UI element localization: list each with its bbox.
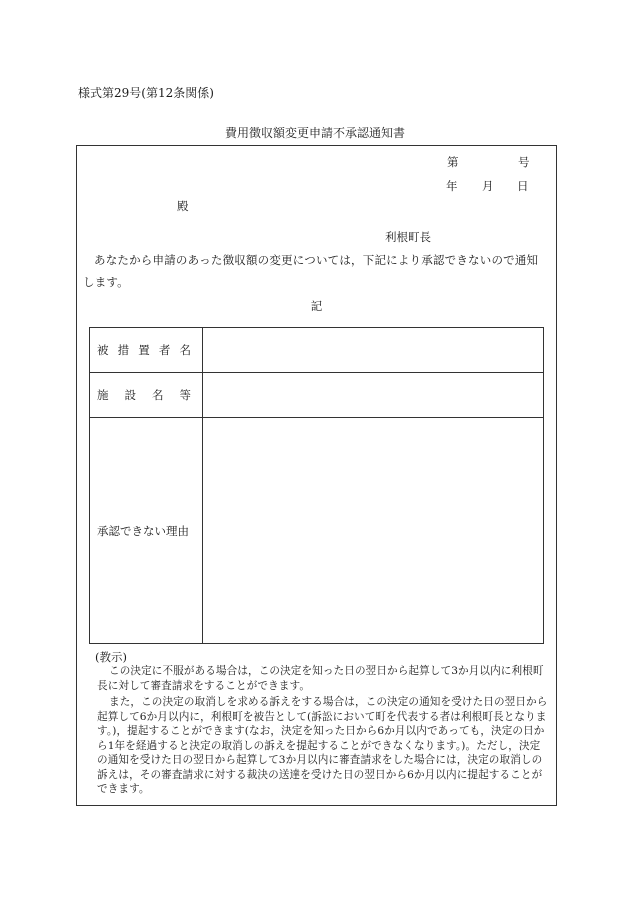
table-row bbox=[90, 373, 544, 418]
form-number: 様式第29号(第12条関係) bbox=[78, 86, 214, 100]
notes-paragraph: この決定に不服がある場合は，この決定を知った日の翌日から起算して3か月以内に利根町長に対して審査請求をすることができます。 bbox=[97, 665, 544, 692]
issuer-name: 利根町長 bbox=[385, 230, 431, 244]
document-number-suffix: 号 bbox=[518, 155, 530, 169]
row-label-person: 被措置者名 bbox=[97, 343, 191, 357]
notice-body-text: あなたから申請のあった徴収額の変更については，下記により承認できないので通知します。 bbox=[83, 253, 539, 289]
row-value-reason bbox=[203, 418, 544, 644]
document-frame bbox=[76, 145, 557, 806]
row-label-reason: 承認できない理由 bbox=[97, 523, 189, 538]
date-year-label: 年 bbox=[446, 179, 458, 193]
table-row bbox=[90, 328, 544, 373]
table-row bbox=[90, 418, 544, 644]
notes-heading: (教示) bbox=[95, 650, 127, 664]
row-label-facility: 施設名等 bbox=[97, 388, 191, 402]
addressee-honorific: 殿 bbox=[177, 199, 189, 213]
date-day-label: 日 bbox=[517, 179, 529, 193]
notes-section bbox=[97, 664, 549, 799]
document-title: 費用徴収額変更申請不承認通知書 bbox=[224, 126, 405, 140]
details-table bbox=[89, 327, 544, 644]
ki-heading: 記 bbox=[310, 299, 323, 313]
row-value-facility bbox=[203, 373, 544, 418]
notes-paragraph: また，この決定の取消しを求める訴えをする場合は，この決定の通知を受けた日の翌日から起算して6か月以内に，利根町を被告として(訴訟において町を代表する者は利根町長となります。)，提起することができます(なお，決定を知った日から6か月以内であっても，決定の日から1年を経過すると決定の取消しの訴えを提起することができなくなります。)。ただし，決定の通知を受けた日の翌日から起算して3か月以内に審査請求をした場合には，決定の取消しの訴えは，その審査請求に対する裁決の送達を受けた日の翌日から6か月以内に提起することができます。 bbox=[97, 696, 548, 795]
date-month-label: 月 bbox=[482, 179, 494, 193]
row-value-person bbox=[203, 328, 544, 373]
document-number-prefix: 第 bbox=[447, 155, 459, 169]
